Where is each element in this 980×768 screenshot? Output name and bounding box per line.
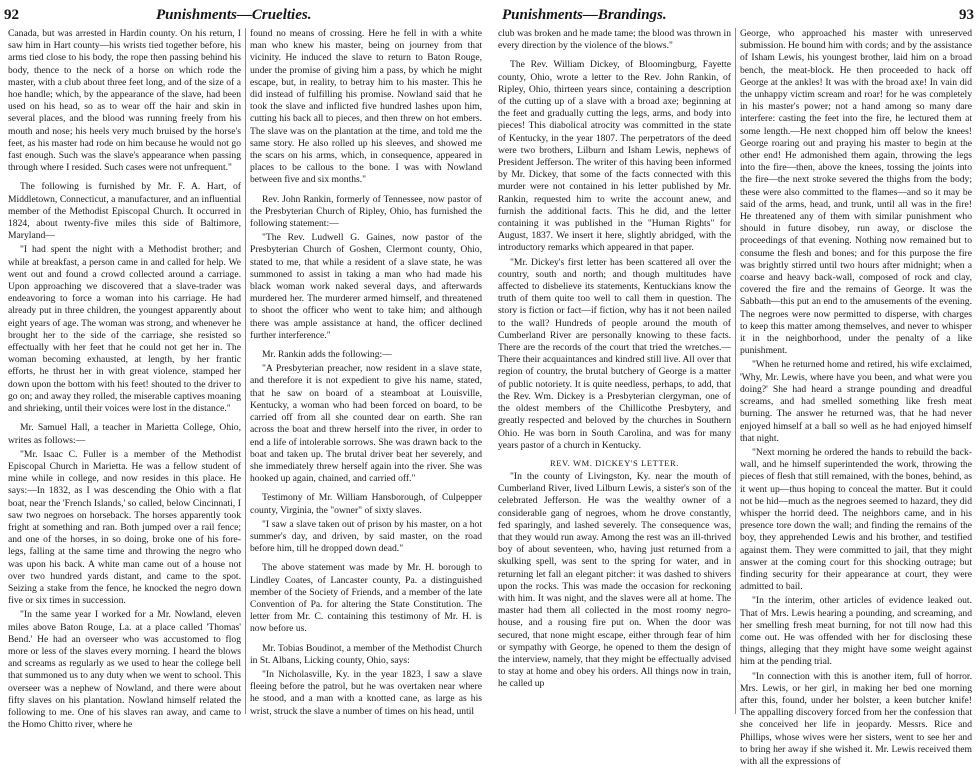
paragraph: "I saw a slave taken out of prison by his master, on a hot summer's day, and driven, by said master, on the road before him, till he dropped down dead." [250,518,482,555]
running-header [494,4,974,26]
running-header [4,4,484,26]
running-title: Punishments—Brandings. [502,7,667,23]
paragraph: "In Nicholasville, Ky. in the year 1823, I saw a slave fleeing before the patrol, but he was overtaken near where he stood, and a man with a knotted cane, as large as his wrist, struck the slave a number of times on his head, until [250,668,482,717]
paragraph: "In the interim, other articles of evidence leaked out. That of Mrs. Lewis hearing a pounding, and screaming, and her smelling fresh meat burning, for not till now had this come out. He was offended with her for disclosing these things, alleging that they might have some weight against him at the pending trial. [740,595,972,668]
paragraph: club was broken and he made tame; the blood was thrown in every direction by the violence of the blows." [498,28,731,52]
paragraph: "Mr. Isaac C. Fuller is a member of the Methodist Episcopal Church in Marietta. He was a fellow student of mine while in college, and now resides in this place. He says:—In 1832, as I was descending the Ohio with a flat boat, near the 'French Islands,' so called, below Cincinnati, I saw two negroes on horseback. The horses apparently took fright at something and ran. Both jumped over a rail fence; and one of the horses, in so doing, broke one of his fore-legs, falling at the same time and throwing the negro who was upon his back. A white man came out of a house not over two hundred yards distant, and came to the spot. Seizing a stake from the fence, he knocked the negro down five or six times in succession. [8,448,241,607]
paragraph: Testimony of Mr. William Hansborough, of Culpepper county, Virginia, the "owner" of sixty slaves. [250,492,482,516]
paragraph: Mr. Tobias Boudinot, a member of the Methodist Church in St. Albans, Licking county, Ohio, says: [250,642,482,666]
paragraph: "I had spent the night with a Methodist brother; and while at breakfast, a person came in and called for help. We went out and found a crowd collected around a carriage. Upon approaching we discovered that a slave-trader was endeavoring to force a woman into his carriage. He had already put in three children, the youngest apparently about eight years of age. The woman was strong, and whenever he brought her to the side of the carriage, she resisted so effectually with her feet that he could not get her in. The woman becoming exhausted, at length, by her frantic efforts, he thrust her in with great violence, stamped her down upon the bottom with his feet! shouted to the driver to go on; and away they rolled, the miserable captives moaning and shrieking, until their voices were lost in the distance." [8,244,241,415]
paragraph: Mr. Samuel Hall, a teacher in Marietta College, Ohio, writes as follows:— [8,422,241,446]
paragraph: "Mr. Dickey's first letter has been scattered all over the country, south and north; and though multitudes have affected to disbelieve its statements, Kentuckians know the truth of them quite too well to call them in question. The story is fiction or fact—if fiction, why has it not been nailed to the wall? Hundreds of people around the mouth of Cumberland River are personally knowing to these facts. There are the records of the court that tried the wretches.—There their acquaintances and kindred still live. All over that region of country, the brutal butchery of George is a matter of public notoriety. It is quite needless, perhaps, to add, that the Rev. Wm. Dickey is a Presbyterian clergyman, one of the oldest members of the Chillicothe Presbytery, and greatly respected and beloved by the churches in Southern Ohio. He was born in South Carolina, and was for many years pastor of a church in Kentucky. [498,256,731,451]
paragraph: "Next morning he ordered the hands to rebuild the back-wall, and he himself superintended the work, throwing the pieces of flesh that still remained, with the bones, behind, as it went up—thus hoping to conceal the matter. But it could not be hid—much as the negroes seemed to hazard, they did whisper the horrid deed. The neighbors came, and in his presence tore down the wall; and finding the remains of the boy, they apprehended Lewis and his brother, and testified against them. They were committed to jail, that they might answer at the coming court for this shocking outrage; but finding security for their appearance at court, they were admitted to bail. [740,446,972,593]
paragraph: "In connection with this is another item, full of horror. Mrs. Lewis, or her girl, in making her bed one morning after this, found, under her bolster, a keen butcher knife! The appalling discovery forced from her the confession that she conceived her life in jeopardy. Messrs. Rice and Phillips, whose wives were her sisters, went to see her and to bring her away if she wished it. Mr. Lewis received them with all the expressions of [740,670,972,767]
paragraph: "The Rev. Ludwell G. Gaines, now pastor of the Presbyterian Church of Goshen, Clermont county, Ohio, stated to me, that while a resident of a slave state, he was summoned to assist in taking a man who had made his black woman work naked several days, and afterwards murdered her. The murderer armed himself, and threatened to shoot the officer who went to take him; and although there was ample assistance at hand, the officer declined further interference." [250,232,482,341]
text-column-2 [245,28,486,717]
text-columns [4,28,486,731]
paragraph: Canada, but was arrested in Hardin county. On his return, I saw him in Hart county—his wrists tied together before, his arms tied close to his body, the rope then passing behind his body, thence to the neck of a horse on which rode the master, with a club about three feet long, and of the size of a hoe handle; which, by the appearance of the slave, had been used on his head, so as to wear off the hair and skin in several places, and the blood was running freely from his mouth and nose; his heels very much bruised by the horse's feet, as his master had rode on him because he would not go fast enough. Such was the slave's appearance when passing through where I resided. Such cases were not unfrequent." [8,28,241,174]
text-column-1 [4,28,245,731]
page-number: 93 [959,7,974,23]
paragraph: "In the same year I worked for a Mr. Nowland, eleven miles above Baton Rouge, La. at a place called 'Thomas' Bend.' He had an overseer who was accustomed to flog more or less of the slaves every morning. I heard the blows and screams as regularly as we used to hear the college bell that summoned us to any duty when we went to school. This overseer was a nephew of Nowland, and there were about fifty slaves on his plantation. Nowland himself related the following to me. One of his slaves ran away, and came to the Homo Chitto river, where he [8,609,241,731]
text-column-1 [494,28,735,714]
text-column-2 [735,28,976,767]
paragraph: found no means of crossing. Here he fell in with a white man who knew his master, being on journey from that vicinity. He induced the slave to return to Baton Rouge, under the promise of giving him a pass, by which he might escape, but, in reality, to betray him to his master. This he did instead of fulfilling his promise. Nowland said that he took the slave and inflicted five hundred lashes upon him, cutting his back all to pieces, and then threw on hot embers. The slave was on the plantation at the time, and told me the same story. He also rolled up his sleeves, and showed me the scars on his arms, which, in consequence, appeared in places to be callous to the bone. I was with Nowland between five and six months." [250,28,482,186]
paragraph: "A Presbyterian preacher, now resident in a slave state, and therefore it is not expedient to give his name, stated, that he saw on board of a steamboat at Louisville, Kentucky, a woman who had been forced on board, to be carried off from all she counted dear on earth. She ran across the boat and threw herself into the river, in order to end a life of intolerable sorrows. She was drawn back to the boat and taken up. The brutal driver beat her severely, and she immediately threw herself again into the river. She was hooked up again, chained, and carried off." [250,363,482,485]
right-page [490,0,980,767]
section-subheading: REV. WM. DICKEY'S LETTER. [549,457,680,468]
text-columns [494,28,976,767]
paragraph: The following is furnished by Mr. F. A. Hart, of Middletown, Connecticut, a manufacturer, and an influential member of the Methodist Episcopal Church. It occurred in 1824, about twenty-five miles this side of Baltimore, Maryland— [8,181,241,242]
paragraph: The Rev. William Dickey, of Bloomingburg, Fayette county, Ohio, wrote a letter to the Rev. John Rankin, of Ripley, Ohio, thirteen years since, containing a description of the cutting up of a slave with a broad axe; beginning at the feet and gradually cutting the legs, arms, and body into pieces! This diabolical atrocity was committed in the state of Kentucky, in the year 1807. The perpetrators of the deed were two brothers, Lilburn and Isham Lewis, nephews of President Jefferson. The writer of this having been informed by Mr. Dickey, that some of the facts connected with this murder were not contained in his letter published by Mr. Rankin, requested him to write the account anew, and furnish the additional facts. This he did, and the letter containing it was published in the "Human Rights" for August, 1837. We insert it here, slightly abridged, with the introductory remarks which appeared in that paper. [498,59,731,254]
paragraph: Rev. John Rankin, formerly of Tennessee, now pastor of the Presbyterian Church of Ripley, Ohio, has furnished the following statement:— [250,193,482,230]
page-number: 92 [4,7,19,23]
left-page [0,0,490,731]
paragraph: Mr. Rankin adds the following:— [262,349,392,361]
paragraph: The above statement was made by Mr. H. borough to Lindley Coates, of Lancaster county, Pa. a distinguished member of the Society of Friends, and a member of the late Convention of Pa. for altering the State Constitution. The letter from Mr. C. containing this testimony of Mr. H. is now before us. [250,562,482,635]
running-title: Punishments—Cruelties. [156,7,312,23]
paragraph: George, who approached his master with unreserved submission. He bound him with cords; and by the assistance of Isham Lewis, his youngest brother, laid him on a broad bench, the meat-block. He then proceeded to hack off George at the ankles! It was with the broad axe! In vain did the unhappy victim scream and roar! for he was completely in his master's power; not a hand among so many dare interfere: casting the feet into the fire, he lectured them at some length.—He next chopped him off below the knees! George roaring out and praying his master to begin at the other end! He admonished them again, throwing the legs into the fire—then, above the knees, tossing the joints into the fire—the next stroke severed the thighs from the body; these were also committed to the flames—and so it may be said of the arms, head, and trunk, until all was in the fire! He threatened any of them with similar punishment who should in future disobey, run away, or disclose the proceedings of that evening. Nothing now remained but to consume the flesh and bones; and for this purpose the fire was brightly stirred until two hours after midnight; when a coarse and heavy back-wall, composed of rock and clay, covered the fire and the remains of George. It was the Sabbath—this put an end to the amusements of the evening. The negroes were now permitted to disperse, with charges to keep this matter among themselves, and never to whisper it in the neighborhood, under the penalty of a like punishment. [740,28,972,357]
paragraph: "In the county of Livingston, Ky. near the mouth of Cumberland River, lived Lilburn Lewis, a sister's son of the celebrated Jefferson. He was the wealthy owner of a considerable gang of negroes, whom he drove constantly, fed sparingly, and lashed severely. The consequence was, that they would run away. Among the rest was an ill-thrived boy of about seventeen, who, having just returned from a skulking spell, was sent to the spring for water, and in returning let fall an elegant pitcher: it was dashed to shivers upon the rocks. This was made the occasion for reckoning with him. It was night, and the slaves were all at home. The master had them all collected in the most roomy negro-house, and a rousing fire put on. When the door was secured, that none might escape, either through fear of him or sympathy with George, he opened to them the design of the interview, namely, that they might be effectually advised to stay at home and obey his orders. All things now in train, he called up [498,470,731,690]
paragraph: "When he returned home and retired, his wife exclaimed, 'Why, Mr. Lewis, where have you been, and what were you doing?' She had heard a strange pounding and dreadful screams, and had smelled something like fresh meat burning. The answer he returned was, that he had never enjoyed himself at a ball so well as he had enjoyed himself that night. [740,359,972,444]
